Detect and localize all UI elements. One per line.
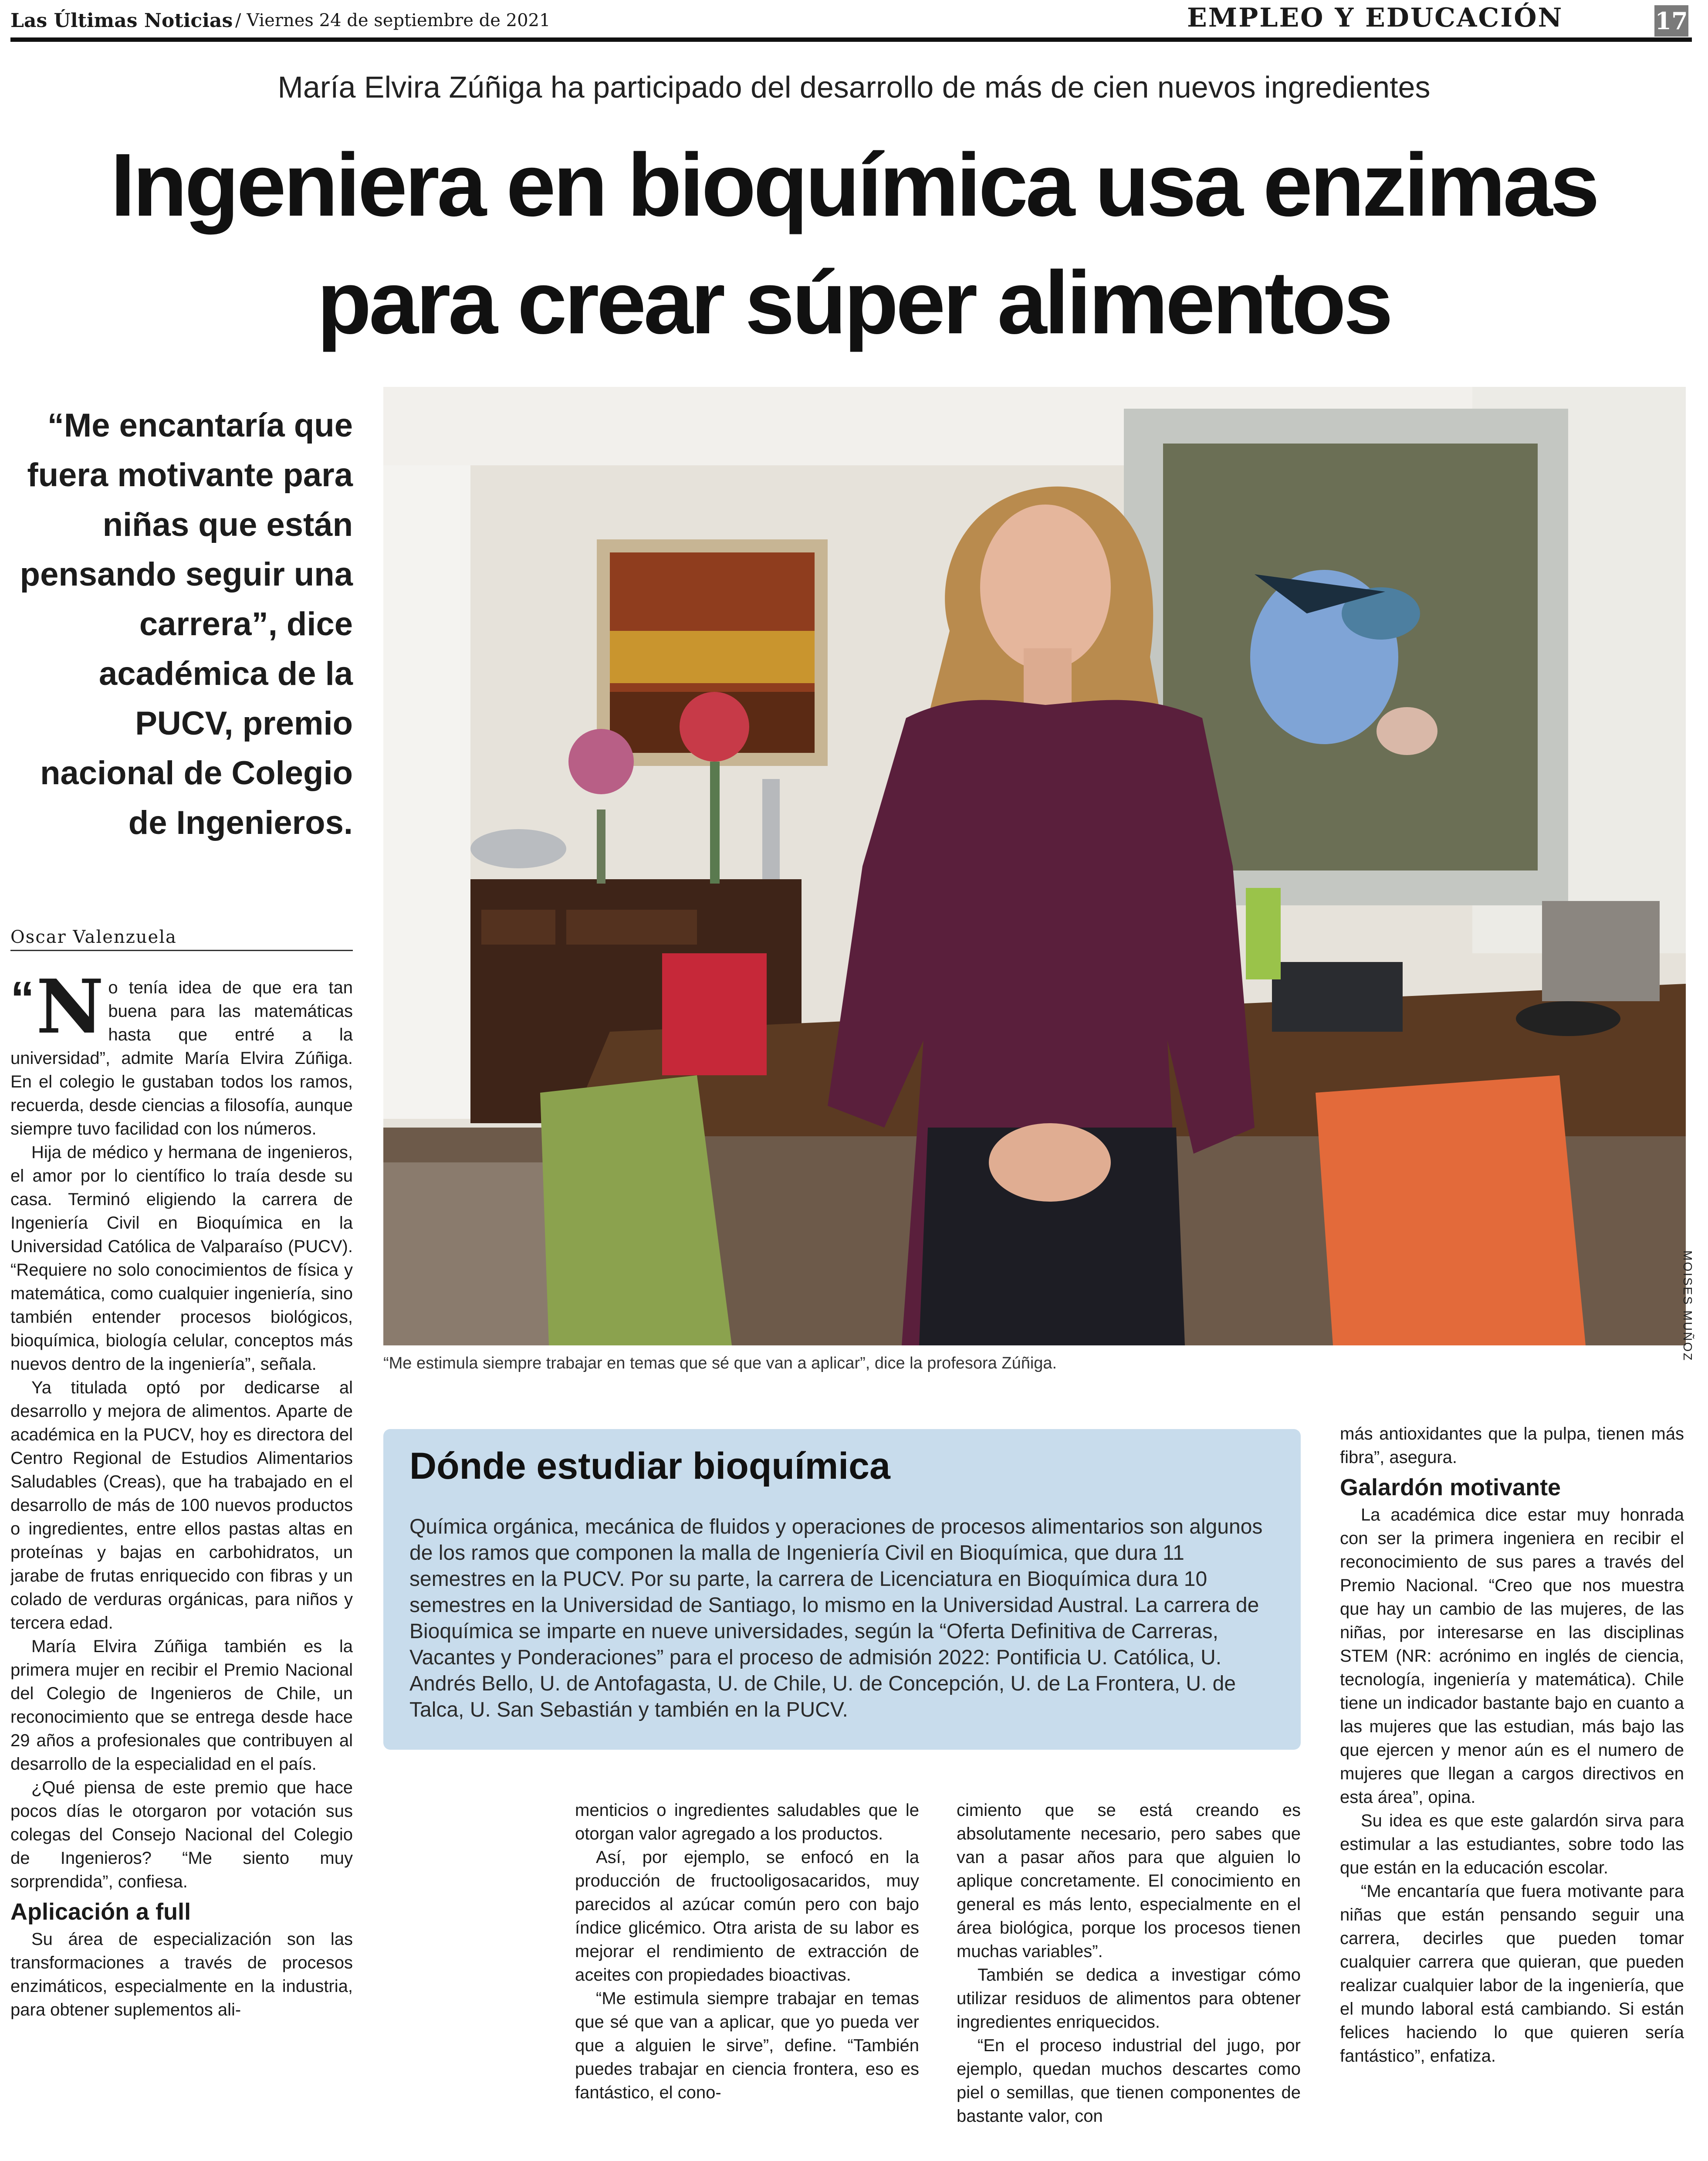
subheading: Galardón motivante — [1340, 1474, 1561, 1501]
paragraph: María Elvira Zúñiga también es la primera mujer en recibir el Premio Nacional del Colegio de Ingenieros de Chile, un reconocimiento que se entrega desde hace 29 años a profesionales que contribuyen al desarrollo de la especialidad en el país. — [10, 1637, 353, 1774]
paragraph: ¿Qué piensa de este premio que hace pocos días le otorgaron por votación sus colegas del Consejo Nacional del Colegio de Ingenieros? “Me siento muy sorprendida”, confiesa. — [10, 1778, 353, 1891]
paragraph: También se dedica a investigar cómo utilizar residuos de alimentos para obtener ingredientes enriquecidos. — [957, 1965, 1301, 2032]
paragraph: Así, por ejemplo, se enfocó en la producción de fructooligosacaridos, muy parecidos al azúcar común pero con bajo índice glicémico. Otra arista de su labor es mejorar el rendimiento de extracción de aceites con propiedades bioactivas. — [575, 1848, 919, 1985]
paragraph: Su idea es que este galardón sirva para estimular a las estudiantes, sobre todo las que están en la educación escolar. — [1340, 1811, 1684, 1877]
paragraph: Hija de médico y hermana de ingenieros, el amor por lo científico lo traía desde su casa. Terminó eligiendo la carrera de Ingeniería Civil en Bioquímica en la Universidad Católica de Valparaíso (PUCV). “Requiere no solo conocimientos de física y matemática, como cualquier ingeniería, sino también entender procesos biológicos, bioquímica, biología celular, conceptos más nuevos dentro de la ingeniería”, señala. — [10, 1143, 353, 1374]
paragraph: Ya titulada optó por dedicarse al desarrollo y mejora de alimentos. Aparte de académica en la PUCV, hoy es directora del Centro Regional de Estudios Alimentarios Saludables (Creas), que ha trabajado en el desarrollo de más de 100 nuevos productos o ingredientes, entre ellos pastas altas en proteínas y bajas en carbohidratos, un jarabe de frutas enriquecido con fibras y un colado de verduras orgánicas, para niños y tercera edad. — [10, 1378, 353, 1633]
paragraph: menticios o ingredientes saludables que le otorgan valor agregado a los productos. — [575, 1801, 919, 1843]
header-rule — [10, 37, 1692, 42]
info-box-title: Dónde estudiar bioquímica — [409, 1445, 890, 1487]
info-box — [383, 1429, 1301, 1750]
body-column-2 — [575, 1799, 919, 2161]
subheading: Aplicación a full — [10, 1899, 191, 1925]
publication-name: Las Últimas Noticias — [10, 10, 233, 32]
photo-caption: “Me estimula siempre trabajar en temas que sé que van a aplicar”, dice la profesora Zúñiga. — [383, 1354, 1057, 1372]
info-box-text: Química orgánica, mecánica de fluidos y operaciones de procesos alimentarios son algunos de los ramos que componen la malla de Ingeniería Civil en Bioquímica, que dura 11 semestres en la PUCV. Por su parte, la carrera de Licenciatura en Bioquímica dura 10 semestres en la Universidad de Santiago, lo mismo en la Universidad Austral. La carrera de Bioquímica se imparte en nueve universidades, según la “Oferta Definitiva de Carreras, Vacantes y Ponderaciones” para el proceso de admisión 2022: Pontificia U. Católica, U. Andrés Bello, U. de Antofagasta, U. de Chile, U. de Concepción, U. de La Frontera, U. de Talca, U. San Sebastián y también en la PUCV. — [409, 1515, 1263, 1721]
issue-date: / Viernes 24 de septiembre de 2021 — [235, 10, 551, 30]
pull-quote: “Me encantaría que fuera motivante para niñas que están pensando seguir una carrera”, dice académica de la PUCV, premio nacional de Colegio de Ingenieros. — [20, 407, 353, 841]
article-kicker: María Elvira Zúñiga ha participado del desarrollo de más de cien nuevos ingredientes — [277, 70, 1431, 104]
paragraph: Su área de especialización son las transformaciones a través de procesos enzimáticos, especialmente en la industria, para obtener suplementos ali- — [10, 1930, 353, 2019]
article-headline: Ingeniera en bioquímica usa enzimas para crear súper alimentos — [110, 135, 1597, 352]
section-title: EMPLEO Y EDUCACIÓN — [1187, 3, 1563, 33]
paragraph: “Me estimula siempre trabajar en temas que sé que van a aplicar, que yo pueda ver que a alguien le sirve”, define. “También puedes trabajar en ciencia frontera, eso es fantástico, el cono- — [575, 1989, 919, 2102]
paragraph: o tenía idea de que era tan buena para las matemáticas hasta que entré a la universidad”, admite María Elvira Zúñiga. En el colegio le gustaban todos los ramos, recuerda, desde ciencias a filosofía, aunque siempre tuvo facilidad con los números. — [10, 978, 353, 1138]
paragraph: cimiento que se está creando es absolutamente necesario, pero sabes que van a pasar años para que alguien lo aplique concretamente. El conocimiento en general es más lento, especialmente en el área biológica, porque los procesos tienen muchas variables”. — [957, 1801, 1301, 1961]
byline: Oscar Valenzuela — [10, 927, 353, 951]
body-column-4 — [1340, 1422, 1684, 2161]
article-photo — [383, 387, 1686, 1345]
page-number-badge: 17 — [1654, 5, 1688, 37]
body-column-1 — [10, 976, 353, 2161]
paragraph: “En el proceso industrial del jugo, por ejemplo, quedan muchos descartes como piel o semillas, que tienen componentes de bastante valor, con — [957, 2036, 1301, 2126]
body-column-3 — [957, 1799, 1301, 2161]
paragraph: “Me encantaría que fuera motivante para niñas que están pensando seguir una carrera, decirles que pueden tomar cualquier carrera que quieran, que pueden realizar cualquier labor de la ingeniería, que el mundo laboral está cambiando. Si están felices haciendo lo que quieren sería fantástico”, enfatiza. — [1340, 1882, 1684, 2066]
paragraph: más antioxidantes que la pulpa, tienen más fibra”, asegura. — [1340, 1424, 1684, 1467]
photo-credit: MOISES MUÑOZ — [1681, 1250, 1694, 1362]
drop-quote-mark: “ — [10, 976, 34, 1026]
drop-cap: N — [36, 976, 104, 1050]
paragraph: La académica dice estar muy honrada con ser la primera ingeniera en recibir el reconocimiento de sus pares a través del Premio Nacional. “Creo que nos muestra que hay un cambio de las mujeres, de las niñas, por interesarse en las disciplinas STEM (NR: acrónimo en inglés de ciencia, tecnología, ingeniería y matemática). Chile tiene un indicador bastante bajo en cuanto a las mujeres que las estudian, más bajo las que ejercen y menor aún es el numero de mujeres que llegan a cargos directivos en esta área”, opina. — [1340, 1505, 1684, 1807]
